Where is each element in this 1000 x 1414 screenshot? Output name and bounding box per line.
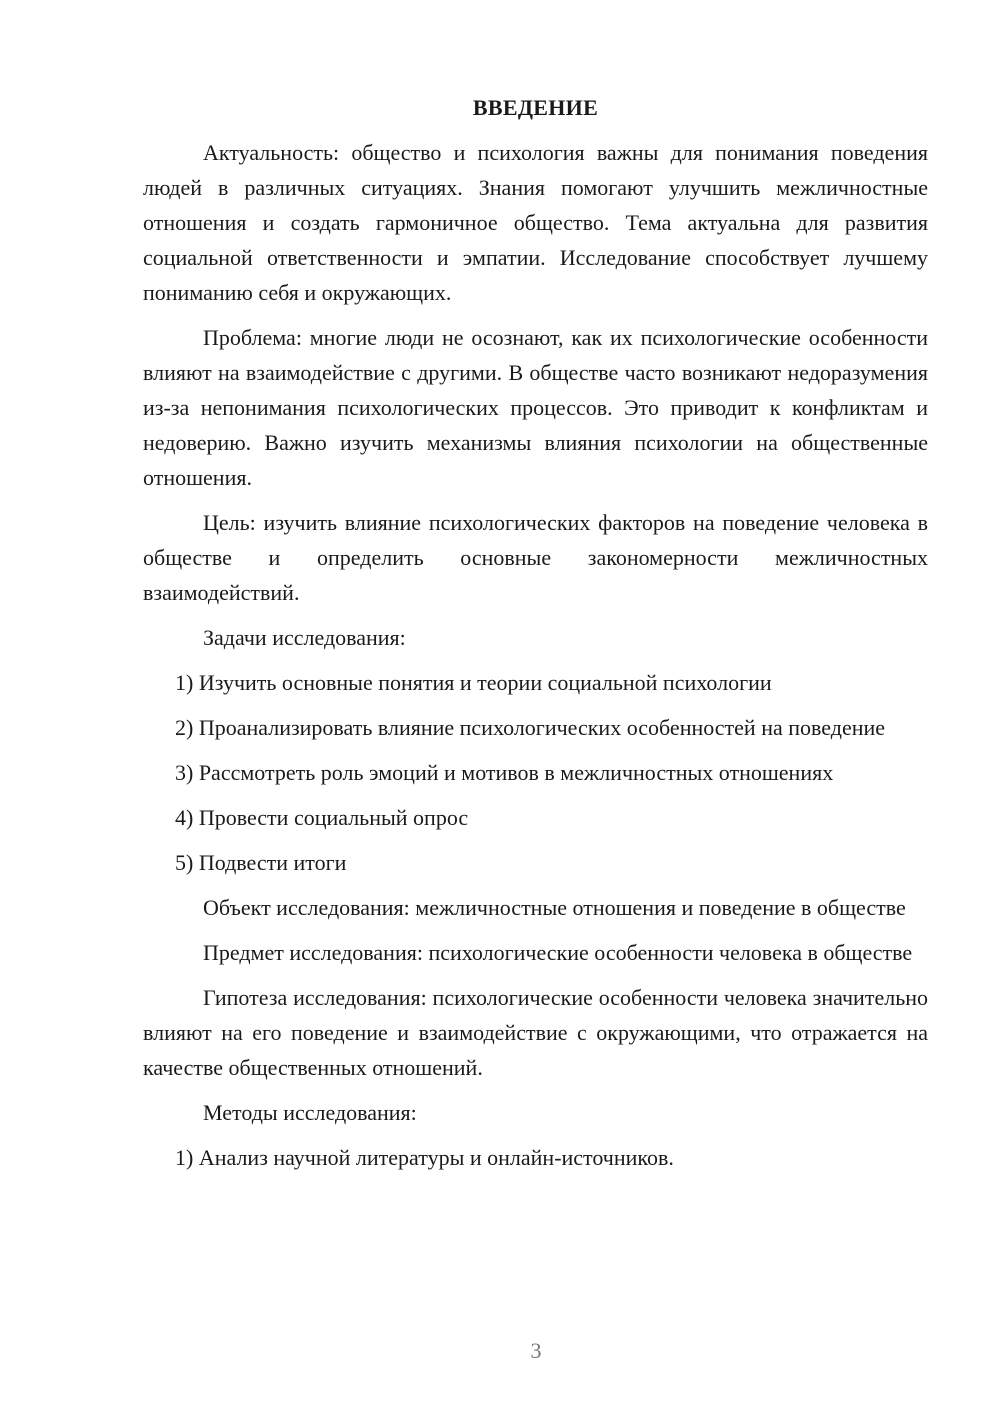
- relevance-paragraph: Актуальность: общество и психология важны для понимания поведения людей в различных ситуациях. Знания помогают улучшить межличностные отношения и создать гармоничное общество. Тема актуальна для развития социальной ответственности и эмпатии. Исследование способствует лучшему пониманию себя и окружающих.: [143, 140, 928, 305]
- page-number: 3: [530, 1338, 542, 1363]
- task-item-1: 1) Изучить основные понятия и теории социальной психологии: [175, 670, 772, 695]
- hypothesis-paragraph: Гипотеза исследования: психологические особенности человека значительно влияют на его поведение и взаимодействие с окружающими, что отражается на качестве общественных отношений.: [143, 985, 928, 1080]
- tasks-heading: Задачи исследования:: [203, 625, 406, 650]
- task-item-3: 3) Рассмотреть роль эмоций и мотивов в межличностных отношениях: [175, 760, 834, 785]
- object-paragraph: Объект исследования: межличностные отношения и поведение в обществе: [203, 895, 906, 920]
- methods-heading: Методы исследования:: [203, 1100, 417, 1125]
- page-content: [143, 90, 928, 1185]
- task-item-2: 2) Проанализировать влияние психологических особенностей на поведение: [175, 715, 886, 740]
- method-item-1: 1) Анализ научной литературы и онлайн-источников.: [175, 1145, 674, 1170]
- problem-paragraph: Проблема: многие люди не осознают, как их психологические особенности влияют на взаимодействие с другими. В обществе часто возникают недоразумения из-за непонимания психологических процессов. Это приводит к конфликтам и недоверию. Важно изучить механизмы влияния психологии на общественные отношения.: [143, 325, 928, 490]
- task-item-4: 4) Провести социальный опрос: [175, 805, 469, 830]
- subject-paragraph: Предмет исследования: психологические особенности человека в обществе: [203, 940, 913, 965]
- goal-paragraph: Цель: изучить влияние психологических факторов на поведение человека в обществе и определить основные закономерности межличностных взаимодействий.: [143, 510, 928, 605]
- task-item-5: 5) Подвести итоги: [175, 850, 347, 875]
- page-title: ВВЕДЕНИЕ: [472, 95, 599, 120]
